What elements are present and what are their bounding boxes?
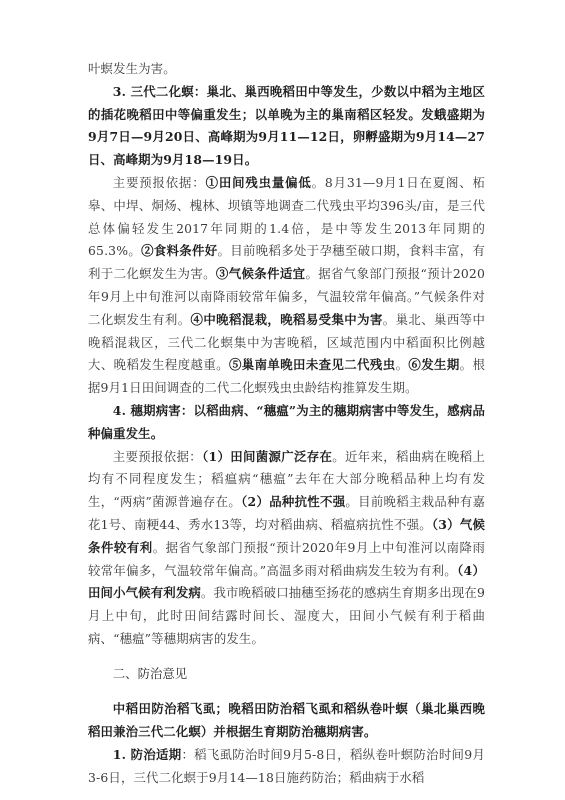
text: 。目前晚稻多处于孕穗至破口期，食料丰富，有利于二化螟发生为害。 (88, 243, 485, 282)
text: 主要预报依据： (112, 174, 206, 190)
text: 。巢北、巢西等中晚稻混栽区，三代二化螟集中为害晚稻，区域范围内中稻面积比例越大、晚稻发生程度越重。 (88, 311, 486, 373)
text: 。根据9月1日田间调查的二代二化螟残虫虫龄结构推算发生期。 (88, 357, 486, 396)
basis-3: （3）气候条件较有利 (88, 516, 485, 555)
basis-6: ⑥发生期 (408, 357, 460, 373)
text: ：稻飞虱防治时间9月5-8日，稻纵卷叶螟防治时间9月3-6日，三代二化螟于9月14—18日施药防治；稻曲病于水稻 (88, 746, 485, 785)
paragraph-borer-basis (88, 172, 485, 400)
paragraph-control-timing (88, 744, 485, 790)
basis-4: ④中晚稻混栽，晚稻易受集中为害 (190, 311, 383, 327)
text: 主要预报依据： (112, 448, 203, 464)
text: 。据省气象部门预报“预计2020年9月上中旬淮河以南降雨较常年偏多，气温较常年偏高。”气候条件对二化螟发生有利。 (88, 266, 485, 327)
basis-1: （1）田间菌源广泛存在 (202, 448, 333, 464)
paragraph-control-summary: 中稻田防治稻飞虱；晚稻田防治稻飞虱和稻纵卷叶螟（巢北巢西晚稻田兼治三代二化螟）并根据生育期防治穗期病害。 (88, 701, 485, 740)
text: 。 (395, 357, 409, 373)
timing-label: 1. 防治适期 (112, 746, 182, 762)
basis-4: （4）田间小气候有利发病 (88, 562, 486, 601)
section-heading-control: 二、防治意见 (112, 666, 188, 682)
basis-5: ⑤巢南单晚田未查见二代残虫 (228, 357, 396, 373)
paragraph-third-gen-borer: 3. 三代二化螟：巢北、巢西晚稻田中等发生，少数以中稻为主地区的插花晚稻田中等偏重发生；以单晚为主的巢南稻区轻发。发蛾盛期为9月7日—9月20日、高峰期为9月11—12日，卵孵盛期为9月14—27日、高峰期为9月18—19日。 (88, 83, 485, 168)
basis-2: （2）品种抗性不强 (241, 494, 346, 510)
paragraph-panicle-disease: 4. 穗期病害：以稻曲病、“穗瘟”为主的穗期病害中等发生，感病品种偏重发生。 (88, 402, 485, 441)
basis-3: ③气候条件适宜 (215, 266, 306, 282)
paragraph-disease-basis (88, 446, 485, 651)
text: 。目前晚稻主栽品种有嘉花1号、南粳44、秀水13等，均对稻曲病、稻瘟病抗性不强。 (88, 494, 485, 532)
basis-2: ②食料条件好 (141, 243, 218, 259)
text: 。8月31—9月1日在夏阁、柘皋、中垾、烔炀、槐林、坝镇等地调查二代残虫平均396头/亩，是三代总体偏轻发生2017年同期的1.4倍，是中等发生2013年同期的65.3%。 (88, 174, 485, 259)
text: 。据省气象部门预报“预计2020年9月上中旬淮河以南降雨较常年偏多，气温较常年偏高。”高温多雨对稻曲病发生较为有利。 (88, 539, 486, 578)
text: 。我市晚稻破口抽穗至扬花的感病生育期多出现在9月上中旬，此时田间结露时间长、湿度大，田间小气候有利于稻曲病、“穗瘟”等穗期病害的发生。 (88, 585, 485, 646)
basis-1: ①田间残虫量偏低 (205, 174, 312, 190)
paragraph-continuation: 叶螟发生为害。 (88, 61, 176, 76)
text: 。近年来，稻曲病在晚稻上均有不同程度发生；稻瘟病“穗瘟”去年在大部分晚稻品种上均有发生，“两病”菌源普遍存在。 (88, 448, 485, 510)
